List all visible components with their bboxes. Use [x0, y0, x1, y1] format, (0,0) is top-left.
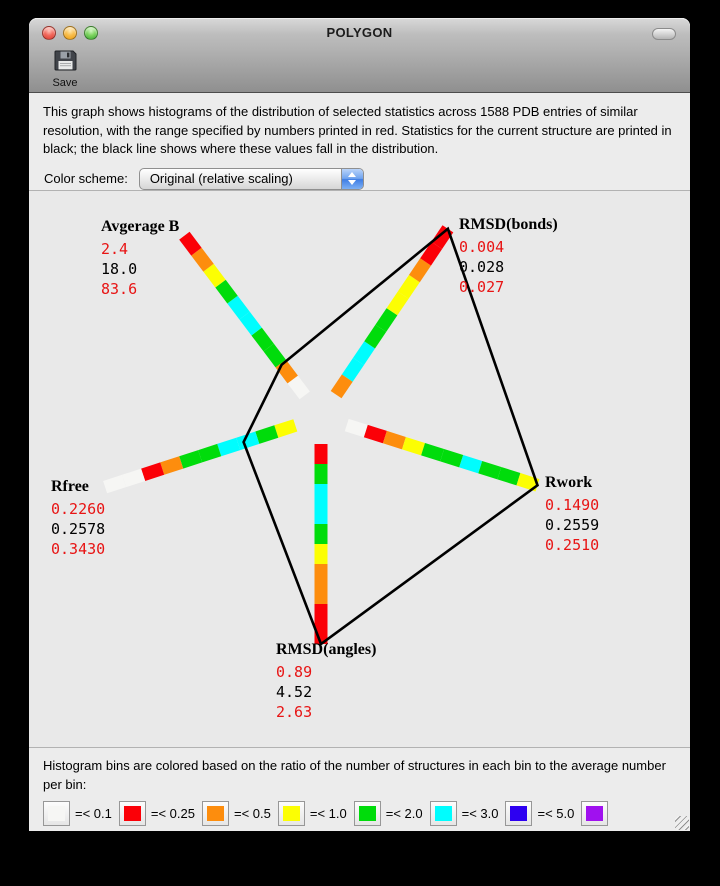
color-scheme-label: Color scheme:: [44, 171, 128, 186]
toolbar: [29, 48, 690, 93]
legend-swatch-orange: [202, 801, 229, 826]
axis-min-value: 0.1490: [545, 496, 600, 514]
histogram-bin-segment: [315, 604, 328, 624]
axis-max-value: 2.63: [276, 703, 313, 721]
histogram-bin-segment: [497, 467, 520, 485]
save-floppy-icon: [54, 58, 77, 75]
legend-text: Histogram bins are colored based on the ratio of the number of structures in each bin to the average number per bin:: [43, 758, 666, 792]
histogram-bin-segment: [179, 450, 202, 469]
axis-current-value: 0.2578: [51, 520, 106, 538]
histogram-bin-segment: [315, 584, 328, 604]
axis-min-value: 0.004: [459, 238, 505, 256]
description-panel: [29, 93, 690, 190]
axis-stats-rfree: [51, 477, 105, 559]
histogram-arm-rfree: [103, 419, 297, 493]
legend-bin-red: [119, 801, 195, 826]
histogram-bin-segment: [459, 455, 482, 473]
title-bar[interactable]: [29, 18, 690, 48]
legend-bin-label: =< 3.0: [461, 806, 499, 821]
axis-label: RMSD(angles): [276, 641, 377, 658]
legend-swatch-red: [119, 801, 146, 826]
legend-bin-row: [43, 801, 676, 826]
legend-swatch-yellow: [278, 801, 305, 826]
axis-label: Rwork: [545, 474, 593, 491]
legend-swatch-blue: [505, 801, 532, 826]
histogram-bin-segment: [402, 437, 425, 455]
axis-min-value: 0.2260: [51, 500, 106, 518]
histogram-bin-segment: [315, 504, 328, 524]
histogram-bin-segment: [364, 425, 387, 443]
histogram-bin-segment: [103, 475, 126, 494]
polygon-chart-panel: [29, 190, 690, 748]
swatch-color-white: [48, 806, 65, 821]
legend-swatch-green: [354, 801, 381, 826]
histogram-bin-segment: [421, 443, 444, 461]
axis-label: Avgerage B: [101, 218, 180, 235]
legend-bin-label: =< 2.0: [385, 806, 423, 821]
legend-swatch-purple: [581, 801, 608, 826]
legend-bin-white: [43, 801, 112, 826]
histogram-bin-segment: [440, 449, 463, 467]
histogram-bin-segment: [345, 419, 368, 437]
legend-bin-label: =< 1.0: [309, 806, 347, 821]
histogram-bin-segment: [141, 462, 164, 481]
swatch-color-red: [124, 806, 141, 821]
window-title: POLYGON: [326, 25, 393, 40]
histogram-bin-segment: [122, 469, 145, 488]
histogram-bin-segment: [315, 444, 328, 464]
histogram-bin-segment: [255, 425, 278, 444]
legend-bin-label: =< 0.25: [150, 806, 195, 821]
legend-swatch-white: [43, 801, 70, 826]
axis-current-value: 0.2559: [545, 516, 600, 534]
swatch-color-blue: [510, 806, 527, 821]
polygon-window: [29, 18, 690, 831]
color-scheme-row: [44, 168, 676, 190]
axis-max-value: 83.6: [101, 280, 138, 298]
resize-grip[interactable]: [675, 816, 689, 830]
legend-bin-label: =< 0.1: [75, 806, 112, 821]
swatch-color-orange: [207, 806, 224, 821]
axis-stats-rmsd-angles: [276, 640, 376, 722]
histogram-bin-segment: [274, 419, 297, 438]
histogram-bin-segment: [315, 564, 328, 584]
axis-current-value: 18.0: [101, 260, 138, 278]
histogram-bin-segment: [160, 456, 183, 475]
axis-max-value: 0.3430: [51, 540, 106, 558]
axis-min-value: 2.4: [101, 240, 129, 258]
histogram-bin-segment: [478, 461, 501, 479]
axis-min-value: 0.89: [276, 663, 313, 681]
axis-stats-rmsd-bonds: [459, 215, 558, 297]
toolbar-toggle-button[interactable]: [652, 28, 676, 40]
histogram-arm-avgerage-b: [179, 232, 310, 399]
color-scheme-selected-value: Original (relative scaling): [149, 171, 293, 186]
dropdown-stepper-icon: [341, 169, 363, 189]
histogram-arm-rmsd-angles: [315, 444, 328, 644]
description-text: This graph shows histograms of the distribution of selected statistics across 1588 PDB entries of similar resolution, with the range specified by numbers printed in red. Statistics for the current structure are printed in black; the black line shows where these values fall in the distribution.: [43, 104, 672, 156]
histogram-bin-segment: [315, 484, 328, 504]
legend-bin-orange: [202, 801, 271, 826]
legend-swatch-cyan: [430, 801, 457, 826]
swatch-color-green: [359, 806, 376, 821]
axis-current-value: 4.52: [276, 683, 313, 701]
axis-label: RMSD(bonds): [459, 216, 558, 233]
histogram-arm-rmsd-bonds: [331, 225, 454, 398]
histogram-bin-segment: [217, 438, 240, 457]
color-scheme-dropdown[interactable]: [139, 168, 364, 190]
legend-bin-blue: [505, 801, 574, 826]
histogram-arm-rwork: [345, 419, 540, 492]
legend-bin-purple: [581, 801, 608, 826]
axis-max-value: 0.027: [459, 278, 505, 296]
axis-stats-avgerage-b: [101, 217, 179, 299]
axis-max-value: 0.2510: [545, 536, 600, 554]
legend-bin-green: [354, 801, 423, 826]
swatch-color-yellow: [283, 806, 300, 821]
legend-bin-yellow: [278, 801, 347, 826]
histogram-bin-segment: [315, 524, 328, 544]
histogram-bin-segment: [315, 464, 328, 484]
histogram-bin-segment: [198, 444, 221, 463]
axis-stats-rwork: [545, 473, 599, 555]
histogram-bin-segment: [383, 431, 406, 450]
histogram-bin-segment: [315, 544, 328, 564]
swatch-color-purple: [586, 806, 603, 821]
save-button[interactable]: [43, 50, 87, 89]
legend-panel: [29, 748, 690, 831]
legend-bin-label: =< 5.0: [537, 806, 575, 821]
axis-label: Rfree: [51, 478, 89, 495]
save-button-label: Save: [52, 77, 78, 89]
legend-bin-label: =< 0.5: [233, 806, 271, 821]
swatch-color-cyan: [435, 806, 452, 821]
axis-current-value: 0.028: [459, 258, 505, 276]
legend-bin-cyan: [430, 801, 499, 826]
